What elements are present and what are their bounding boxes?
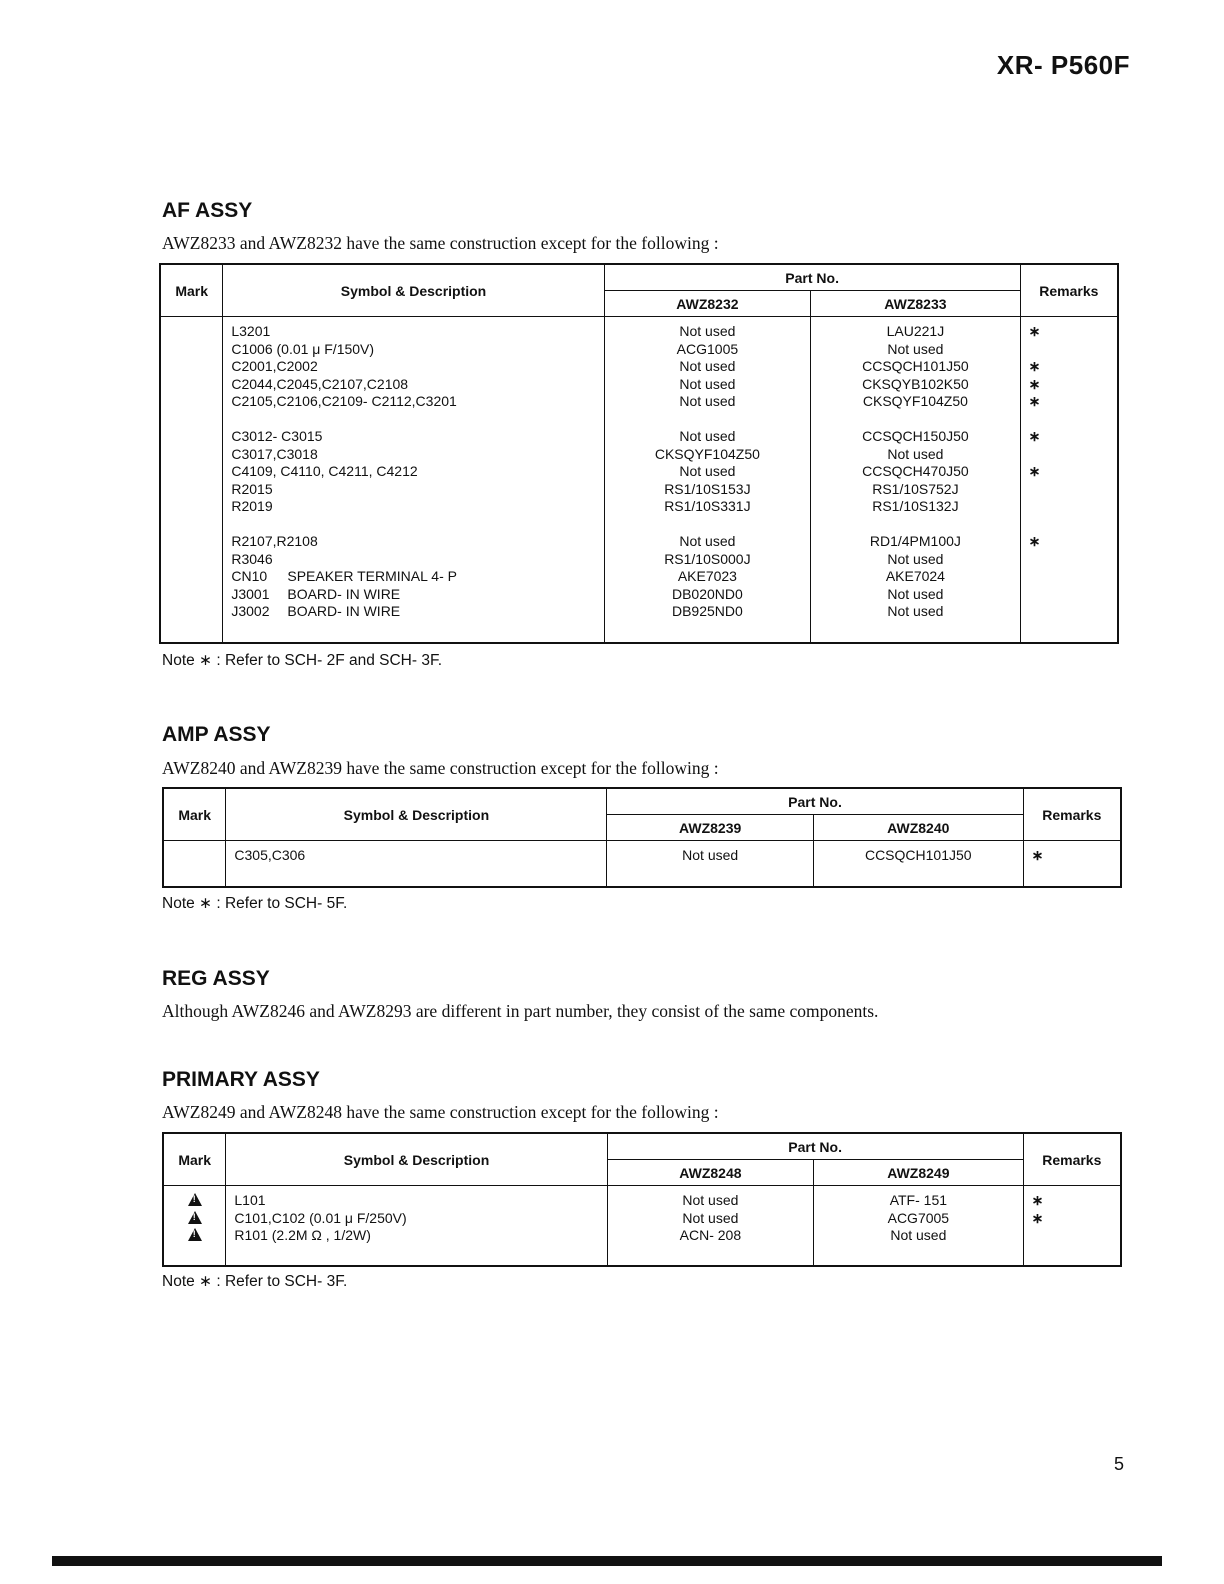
remarks-column (1020, 317, 1118, 643)
remarks-cell: ∗ (1028, 533, 1041, 549)
mark-cell (161, 481, 222, 499)
col2-header: AWZ8240 (813, 815, 1023, 841)
part-number-cell: LAU221J (886, 323, 945, 339)
warning-triangle-icon (188, 1228, 202, 1241)
symbol-text: C3012- C3015 (231, 428, 323, 444)
page-number: 5 (1113, 1454, 1124, 1474)
part-number-cell: CKSQYF104Z50 (862, 393, 968, 409)
amp-assy-title: AMP ASSY (162, 723, 271, 746)
symbol-text: C2044,C2045,C2107,C2108 (231, 375, 409, 392)
part-number-cell: ACG1005 (676, 340, 739, 357)
remarks-cell: ∗ (1031, 1209, 1044, 1226)
mark-cell (161, 323, 222, 341)
mark-cell (164, 1210, 225, 1228)
part-number-cell: ATF- 151 (889, 1192, 948, 1208)
part-number-cell: Not used (679, 428, 736, 444)
col1-header: AWZ8239 (607, 815, 814, 841)
mark-column (163, 1186, 226, 1266)
model-number: XR- P560F (996, 50, 1130, 80)
footer-rule (52, 1556, 1162, 1566)
remarks-cell: ∗ (1028, 393, 1041, 409)
part-number-cell: Not used (679, 375, 736, 392)
col2-column (811, 317, 1021, 643)
symbol-cell (231, 463, 603, 481)
primary-parts-table (162, 1132, 1122, 1267)
remarks-cell: ∗ (1031, 847, 1044, 863)
col1-header: AWZ8248 (607, 1160, 813, 1186)
part-number-cell: Not used (887, 603, 944, 619)
symbol-cell (231, 376, 603, 394)
mark-cell (164, 1227, 225, 1245)
mark-header: Mark (163, 1133, 226, 1186)
part-number-cell: RS1/10S153J (664, 480, 751, 497)
part-number-cell: DB925ND0 (671, 603, 743, 619)
part-number-cell: Not used (679, 393, 736, 409)
description-text: BOARD- IN WIRE (287, 585, 401, 602)
part-number-cell: Not used (887, 340, 944, 357)
symbol-text: C1006 (0.01 μ F/150V) (231, 340, 375, 357)
mark-cell (161, 533, 222, 551)
mark-cell (161, 586, 222, 604)
symbol-text: J3002 (231, 603, 270, 619)
symbol-cell (231, 446, 603, 464)
remarks-cell (1029, 603, 1117, 621)
symbol-cell (234, 1192, 606, 1210)
symbol-text: C2105,C2106,C2109- C2112,C3201 (231, 393, 457, 409)
symbol-cell (231, 393, 603, 411)
symbol-text: R2015 (231, 480, 273, 497)
mark-cell (161, 568, 222, 586)
part-number-cell: RS1/10S000J (664, 550, 751, 567)
primary-assy-title: PRIMARY ASSY (162, 1068, 320, 1091)
symbol-cell (231, 603, 603, 621)
mark-cell (164, 847, 225, 865)
warning-triangle-icon (188, 1211, 202, 1224)
symbol-text: R101 (2.2M Ω , 1/2W) (234, 1227, 371, 1243)
symbol-text: C4109, C4110, C4211, C4212 (231, 463, 418, 479)
part-number-cell: Not used (890, 1227, 947, 1243)
col2-header: AWZ8233 (811, 291, 1021, 317)
remarks-cell (1032, 1227, 1120, 1245)
part-number-cell: Not used (679, 463, 736, 479)
amp-assy-note: Note ∗ : Refer to SCH- 5F. (162, 895, 348, 912)
mark-header: Mark (163, 788, 226, 841)
description-text: SPEAKER TERMINAL 4- P (287, 568, 457, 584)
symbol-cell (234, 1210, 606, 1228)
symbol-cell (234, 847, 606, 865)
remarks-cell (1029, 498, 1117, 516)
symbol-cell (231, 551, 603, 569)
part-number-cell: CCSQCH101J50 (862, 358, 969, 374)
remarks-cell: ∗ (1028, 375, 1041, 392)
remarks-cell: ∗ (1031, 1192, 1044, 1208)
symbol-cell (231, 428, 603, 446)
partno-header: Part No. (607, 1133, 1023, 1160)
part-number-cell: RD1/4PM100J (869, 533, 961, 549)
primary-assy-intro: AWZ8249 and AWZ8248 have the same construction except for the following : (162, 1102, 719, 1122)
description-text: BOARD- IN WIRE (287, 603, 401, 619)
symbol-header: Symbol & Description (226, 1133, 607, 1186)
warning-triangle-icon (188, 1193, 202, 1206)
mark-cell (164, 1192, 225, 1210)
part-number-cell: Not used (679, 323, 736, 339)
part-number-cell: Not used (887, 445, 944, 462)
mark-cell (161, 341, 222, 359)
col2-column (814, 1186, 1023, 1266)
reg-assy-intro: Although AWZ8246 and AWZ8293 are different in part number, they consist of the same components. (162, 1001, 879, 1021)
symbol-text: C3017,C3018 (231, 445, 318, 462)
part-number-cell: AKE7023 (677, 568, 737, 584)
symbol-cell (231, 323, 603, 341)
symbol-text: R3046 (231, 550, 273, 567)
mark-cell (161, 393, 222, 411)
mark-cell (161, 551, 222, 569)
remarks-cell (1029, 481, 1117, 499)
symbol-cell (231, 533, 603, 551)
part-number-cell: RS1/10S752J (872, 480, 959, 497)
symbol-cell (231, 341, 603, 359)
col1-column (607, 841, 814, 887)
symbol-cell (234, 1227, 606, 1245)
part-number-cell: Not used (682, 1192, 739, 1208)
remarks-column (1023, 1186, 1121, 1266)
symbol-text: R2019 (231, 498, 273, 514)
symbol-text: C2001,C2002 (231, 358, 318, 374)
col2-column (813, 841, 1023, 887)
part-number-cell: ACG7005 (887, 1209, 950, 1226)
part-number-cell: Not used (679, 533, 736, 549)
amp-parts-table (162, 787, 1122, 888)
symbol-text: L3201 (231, 323, 271, 339)
part-number-cell: CCSQCH470J50 (862, 463, 969, 479)
remarks-header: Remarks (1020, 264, 1118, 317)
symbol-text: L101 (234, 1192, 266, 1208)
mark-cell (161, 463, 222, 481)
mark-column (160, 317, 223, 643)
symbol-text: J3001 (231, 585, 270, 602)
remarks-cell (1029, 551, 1117, 569)
part-number-cell: AKE7024 (885, 568, 945, 584)
reg-assy-title: REG ASSY (162, 967, 270, 990)
mark-column (163, 841, 226, 887)
symbol-column (226, 1186, 607, 1266)
part-number-cell: Not used (682, 1209, 739, 1226)
amp-assy-intro: AWZ8240 and AWZ8239 have the same construction except for the following : (162, 758, 719, 778)
mark-cell (161, 446, 222, 464)
part-number-cell: Not used (682, 847, 739, 863)
af-assy-title: AF ASSY (162, 199, 253, 222)
part-number-cell: DB020ND0 (671, 585, 743, 602)
remarks-column (1023, 841, 1121, 887)
symbol-text: CN10 (231, 568, 268, 584)
symbol-text: C305,C306 (234, 847, 306, 863)
part-number-cell: ACN- 208 (679, 1227, 742, 1243)
part-number-cell: CCSQCH101J50 (864, 847, 972, 863)
af-assy-note: Note ∗ : Refer to SCH- 2F and SCH- 3F. (162, 652, 443, 669)
remarks-cell (1029, 446, 1117, 464)
af-parts-table (159, 263, 1119, 644)
remarks-cell: ∗ (1028, 358, 1041, 374)
remarks-cell (1029, 341, 1117, 359)
col2-header: AWZ8249 (814, 1160, 1023, 1186)
symbol-header: Symbol & Description (223, 264, 604, 317)
mark-header: Mark (160, 264, 223, 317)
symbol-cell (231, 498, 603, 516)
mark-cell (161, 603, 222, 621)
col1-column (604, 317, 811, 643)
remarks-header: Remarks (1023, 1133, 1121, 1186)
symbol-column (226, 841, 607, 887)
mark-cell (161, 358, 222, 376)
remarks-cell (1029, 568, 1117, 586)
symbol-header: Symbol & Description (226, 788, 607, 841)
remarks-header: Remarks (1023, 788, 1121, 841)
symbol-cell (231, 358, 603, 376)
part-number-cell: RS1/10S331J (664, 498, 751, 514)
remarks-cell: ∗ (1028, 428, 1041, 444)
symbol-cell (231, 586, 603, 604)
part-number-cell: CKSQYB102K50 (862, 375, 969, 392)
part-number-cell: CKSQYF104Z50 (654, 445, 760, 462)
symbol-cell (231, 481, 603, 499)
symbol-text: R2107,R2108 (231, 533, 318, 549)
symbol-text: C101,C102 (0.01 μ F/250V) (234, 1209, 407, 1226)
part-number-cell: CCSQCH150J50 (862, 428, 969, 444)
part-number-cell: Not used (679, 358, 736, 374)
mark-cell (161, 428, 222, 446)
mark-cell (161, 376, 222, 394)
col1-header: AWZ8232 (604, 291, 811, 317)
af-assy-intro: AWZ8233 and AWZ8232 have the same construction except for the following : (162, 233, 719, 253)
remarks-cell (1029, 586, 1117, 604)
remarks-cell: ∗ (1028, 463, 1041, 479)
symbol-column (223, 317, 604, 643)
col1-column (607, 1186, 813, 1266)
symbol-cell (231, 568, 603, 586)
partno-header: Part No. (604, 264, 1020, 291)
partno-header: Part No. (607, 788, 1023, 815)
primary-assy-note: Note ∗ : Refer to SCH- 3F. (162, 1273, 348, 1290)
mark-cell (161, 498, 222, 516)
part-number-cell: RS1/10S132J (872, 498, 959, 514)
part-number-cell: Not used (887, 585, 944, 602)
part-number-cell: Not used (887, 550, 944, 567)
remarks-cell: ∗ (1028, 323, 1041, 339)
